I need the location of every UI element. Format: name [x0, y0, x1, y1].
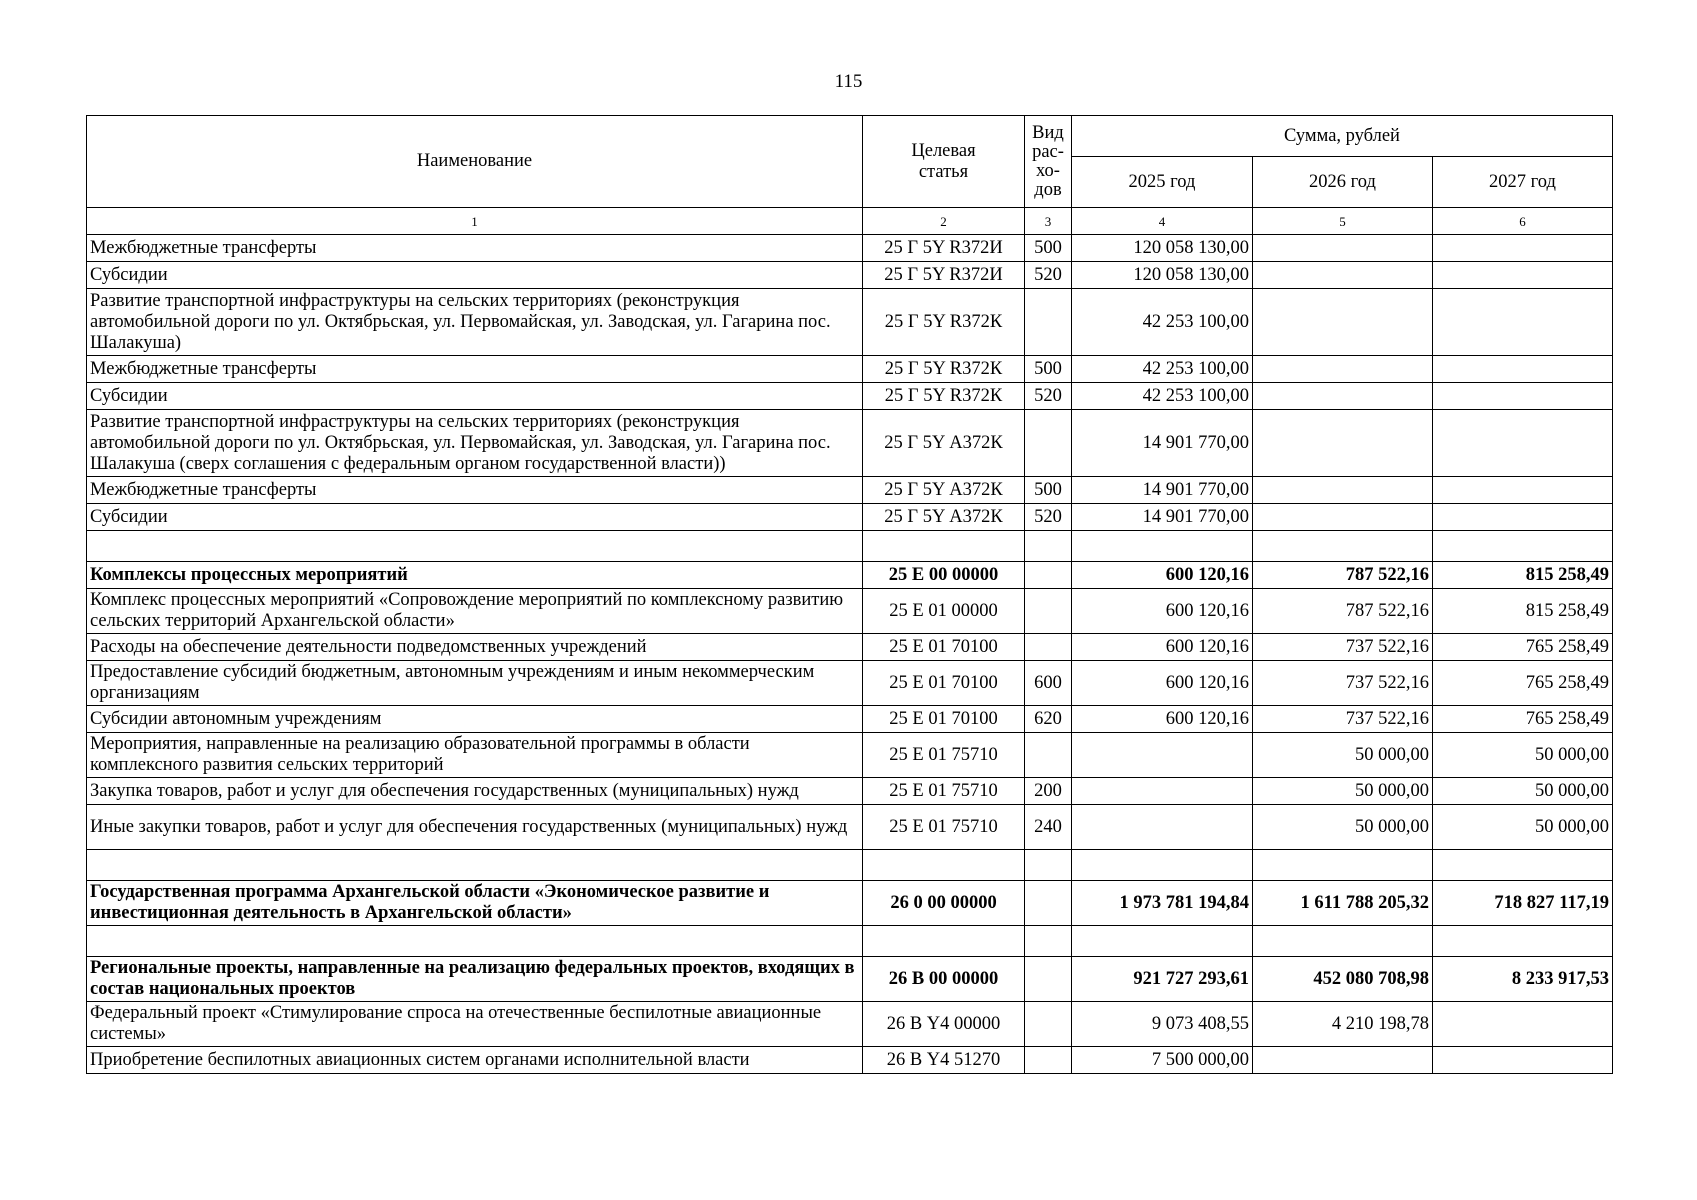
- row-kind: [1025, 926, 1072, 957]
- row-kind: [1025, 634, 1072, 661]
- table-row: [87, 805, 1613, 850]
- row-2027: 718 827 117,19: [1433, 881, 1613, 926]
- row-kind: [1025, 733, 1072, 778]
- row-2027: [1433, 289, 1613, 356]
- row-2025: 42 253 100,00: [1072, 289, 1253, 356]
- row-kind: [1025, 562, 1072, 589]
- row-2027: [1433, 235, 1613, 262]
- row-2025: [1072, 850, 1253, 881]
- row-2026: 1 611 788 205,32: [1253, 881, 1433, 926]
- header-expense-type: Вид рас- хо- дов: [1025, 116, 1072, 208]
- table-row: [87, 289, 1613, 356]
- row-name: Развитие транспортной инфраструктуры на сельских территориях (реконструкция автомобильной дороги по ул. Октябрьская, ул. Первомайская, ул. Заводская, ул. Гагарина пос. Шалакуша (сверх соглашения с федеральным органом государственной власти)): [87, 410, 863, 477]
- table-row: [87, 589, 1613, 634]
- column-number: 5: [1253, 208, 1433, 235]
- row-name: Межбюджетные трансферты: [87, 477, 863, 504]
- column-number: 4: [1072, 208, 1253, 235]
- row-code: 26 В Y4 00000: [863, 1002, 1025, 1047]
- row-2027: [1433, 504, 1613, 531]
- row-2027: 765 258,49: [1433, 706, 1613, 733]
- header-year-2027: 2027 год: [1433, 157, 1613, 208]
- row-name: Государственная программа Архангельской области «Экономическое развитие и инвестиционная деятельность в Архангельской области»: [87, 881, 863, 926]
- row-kind: 520: [1025, 504, 1072, 531]
- column-number: 6: [1433, 208, 1613, 235]
- row-name: Комплексы процессных мероприятий: [87, 562, 863, 589]
- row-2027: 765 258,49: [1433, 661, 1613, 706]
- row-name: Расходы на обеспечение деятельности подведомственных учреждений: [87, 634, 863, 661]
- header-sum: Сумма, рублей: [1072, 116, 1613, 157]
- table-row-section: [87, 562, 1613, 589]
- row-kind: 600: [1025, 661, 1072, 706]
- row-2027: 50 000,00: [1433, 805, 1613, 850]
- table-row-program: [87, 881, 1613, 926]
- row-2026: 737 522,16: [1253, 634, 1433, 661]
- row-kind: 620: [1025, 706, 1072, 733]
- row-kind: 500: [1025, 477, 1072, 504]
- row-name: Развитие транспортной инфраструктуры на сельских территориях (реконструкция автомобильной дороги по ул. Октябрьская, ул. Первомайская, ул. Заводская, ул. Гагарина пос. Шалакуша): [87, 289, 863, 356]
- blank-row: [87, 850, 1613, 881]
- table-row: [87, 410, 1613, 477]
- blank-row: [87, 531, 1613, 562]
- row-2025: 120 058 130,00: [1072, 262, 1253, 289]
- row-2027: [1433, 262, 1613, 289]
- row-name: Субсидии: [87, 504, 863, 531]
- row-kind: [1025, 410, 1072, 477]
- row-2025: [1072, 531, 1253, 562]
- row-code: 25 Г 5Y R372К: [863, 383, 1025, 410]
- row-2025: 14 901 770,00: [1072, 477, 1253, 504]
- row-code: [863, 926, 1025, 957]
- row-2027: [1433, 356, 1613, 383]
- row-2027: [1433, 531, 1613, 562]
- row-code: [863, 531, 1025, 562]
- row-2025: 1 973 781 194,84: [1072, 881, 1253, 926]
- row-code: 25 Е 01 70100: [863, 706, 1025, 733]
- row-name: Субсидии: [87, 262, 863, 289]
- row-code: 26 0 00 00000: [863, 881, 1025, 926]
- row-name: Межбюджетные трансферты: [87, 356, 863, 383]
- row-2025: 600 120,16: [1072, 706, 1253, 733]
- row-2027: 50 000,00: [1433, 778, 1613, 805]
- table-row: [87, 356, 1613, 383]
- row-2027: 765 258,49: [1433, 634, 1613, 661]
- budget-table: [86, 115, 1613, 1074]
- row-code: 25 Е 01 70100: [863, 661, 1025, 706]
- row-code: 25 Е 01 75710: [863, 805, 1025, 850]
- page-number: 115: [834, 71, 863, 92]
- row-2026: [1253, 356, 1433, 383]
- row-2026: 787 522,16: [1253, 589, 1433, 634]
- row-code: 25 Г 5Y А372К: [863, 477, 1025, 504]
- row-name: Межбюджетные трансферты: [87, 235, 863, 262]
- row-2025: 600 120,16: [1072, 661, 1253, 706]
- row-2025: [1072, 805, 1253, 850]
- table-row-section: [87, 957, 1613, 1002]
- header-name: Наименование: [87, 116, 863, 208]
- row-2026: 50 000,00: [1253, 805, 1433, 850]
- row-2025: 14 901 770,00: [1072, 504, 1253, 531]
- row-code: 25 Г 5Y А372К: [863, 504, 1025, 531]
- row-code: 25 Е 01 75710: [863, 733, 1025, 778]
- row-2027: [1433, 1047, 1613, 1074]
- row-2025: [1072, 926, 1253, 957]
- row-2025: 600 120,16: [1072, 634, 1253, 661]
- row-kind: [1025, 881, 1072, 926]
- row-2025: 42 253 100,00: [1072, 356, 1253, 383]
- row-name: Субсидии: [87, 383, 863, 410]
- row-name: Субсидии автономным учреждениям: [87, 706, 863, 733]
- row-kind: 520: [1025, 383, 1072, 410]
- row-2025: 14 901 770,00: [1072, 410, 1253, 477]
- header-year-2026: 2026 год: [1253, 157, 1433, 208]
- table-row: [87, 706, 1613, 733]
- row-code: 25 Г 5Y R372К: [863, 356, 1025, 383]
- row-2027: 8 233 917,53: [1433, 957, 1613, 1002]
- row-code: 25 Е 01 00000: [863, 589, 1025, 634]
- row-kind: 200: [1025, 778, 1072, 805]
- row-kind: [1025, 531, 1072, 562]
- row-2026: [1253, 235, 1433, 262]
- row-code: 25 Г 5Y А372К: [863, 410, 1025, 477]
- row-2025: 7 500 000,00: [1072, 1047, 1253, 1074]
- row-2027: [1433, 926, 1613, 957]
- row-kind: [1025, 589, 1072, 634]
- row-name: Федеральный проект «Стимулирование спроса на отечественные беспилотные авиационные системы»: [87, 1002, 863, 1047]
- row-name: Мероприятия, направленные на реализацию образовательной программы в области комплексного развития сельских территорий: [87, 733, 863, 778]
- row-name: [87, 926, 863, 957]
- row-kind: [1025, 957, 1072, 1002]
- row-kind: [1025, 1002, 1072, 1047]
- table-row: [87, 1002, 1613, 1047]
- row-kind: [1025, 1047, 1072, 1074]
- row-2026: [1253, 410, 1433, 477]
- row-name: Иные закупки товаров, работ и услуг для обеспечения государственных (муниципальных) нужд: [87, 805, 863, 850]
- row-2027: 815 258,49: [1433, 589, 1613, 634]
- row-2026: [1253, 926, 1433, 957]
- table-row: [87, 383, 1613, 410]
- table-row: [87, 235, 1613, 262]
- row-2026: 737 522,16: [1253, 706, 1433, 733]
- row-code: 25 Е 01 70100: [863, 634, 1025, 661]
- row-2026: [1253, 850, 1433, 881]
- header-target-article: Целевая статья: [863, 116, 1025, 208]
- row-2027: 50 000,00: [1433, 733, 1613, 778]
- row-2025: 600 120,16: [1072, 589, 1253, 634]
- row-2025: 120 058 130,00: [1072, 235, 1253, 262]
- row-code: 26 В 00 00000: [863, 957, 1025, 1002]
- row-code: 26 В Y4 51270: [863, 1047, 1025, 1074]
- row-name: Комплекс процессных мероприятий «Сопровождение мероприятий по комплексному развитию сельских территорий Архангельской области»: [87, 589, 863, 634]
- row-2026: 452 080 708,98: [1253, 957, 1433, 1002]
- row-2025: 42 253 100,00: [1072, 383, 1253, 410]
- row-name: Приобретение беспилотных авиационных систем органами исполнительной власти: [87, 1047, 863, 1074]
- row-2025: 600 120,16: [1072, 562, 1253, 589]
- row-kind: 520: [1025, 262, 1072, 289]
- table-row: [87, 262, 1613, 289]
- row-kind: 240: [1025, 805, 1072, 850]
- table-row: [87, 1047, 1613, 1074]
- row-2026: [1253, 1047, 1433, 1074]
- row-2026: [1253, 504, 1433, 531]
- row-2027: [1433, 477, 1613, 504]
- row-name: [87, 850, 863, 881]
- row-kind: 500: [1025, 356, 1072, 383]
- row-2026: 787 522,16: [1253, 562, 1433, 589]
- column-numbers-row: [87, 208, 1613, 235]
- column-number: 2: [863, 208, 1025, 235]
- table-row: [87, 504, 1613, 531]
- table-row: [87, 661, 1613, 706]
- column-number: 3: [1025, 208, 1072, 235]
- row-2026: [1253, 289, 1433, 356]
- row-2027: [1433, 1002, 1613, 1047]
- row-2026: 50 000,00: [1253, 733, 1433, 778]
- table-row: [87, 477, 1613, 504]
- table-row: [87, 778, 1613, 805]
- row-2026: 737 522,16: [1253, 661, 1433, 706]
- row-2026: [1253, 477, 1433, 504]
- row-2027: [1433, 383, 1613, 410]
- row-2027: [1433, 850, 1613, 881]
- row-code: 25 Е 01 75710: [863, 778, 1025, 805]
- table-row: [87, 733, 1613, 778]
- row-code: 25 Г 5Y R372И: [863, 235, 1025, 262]
- row-2026: [1253, 262, 1433, 289]
- blank-row: [87, 926, 1613, 957]
- row-2026: [1253, 531, 1433, 562]
- row-2025: 921 727 293,61: [1072, 957, 1253, 1002]
- row-code: 25 Г 5Y R372К: [863, 289, 1025, 356]
- row-kind: 500: [1025, 235, 1072, 262]
- row-kind: [1025, 289, 1072, 356]
- row-name: Закупка товаров, работ и услуг для обеспечения государственных (муниципальных) нужд: [87, 778, 863, 805]
- row-2025: 9 073 408,55: [1072, 1002, 1253, 1047]
- column-number: 1: [87, 208, 863, 235]
- row-code: 25 Г 5Y R372И: [863, 262, 1025, 289]
- row-name: Предоставление субсидий бюджетным, автономным учреждениям и иным некоммерческим организациям: [87, 661, 863, 706]
- row-2026: 4 210 198,78: [1253, 1002, 1433, 1047]
- row-2025: [1072, 778, 1253, 805]
- row-kind: [1025, 850, 1072, 881]
- row-name: Региональные проекты, направленные на реализацию федеральных проектов, входящих в состав национальных проектов: [87, 957, 863, 1002]
- row-2025: [1072, 733, 1253, 778]
- header-year-2025: 2025 год: [1072, 157, 1253, 208]
- row-code: [863, 850, 1025, 881]
- row-2026: 50 000,00: [1253, 778, 1433, 805]
- row-2026: [1253, 383, 1433, 410]
- row-name: [87, 531, 863, 562]
- table-row: [87, 634, 1613, 661]
- row-2027: [1433, 410, 1613, 477]
- row-code: 25 Е 00 00000: [863, 562, 1025, 589]
- row-2027: 815 258,49: [1433, 562, 1613, 589]
